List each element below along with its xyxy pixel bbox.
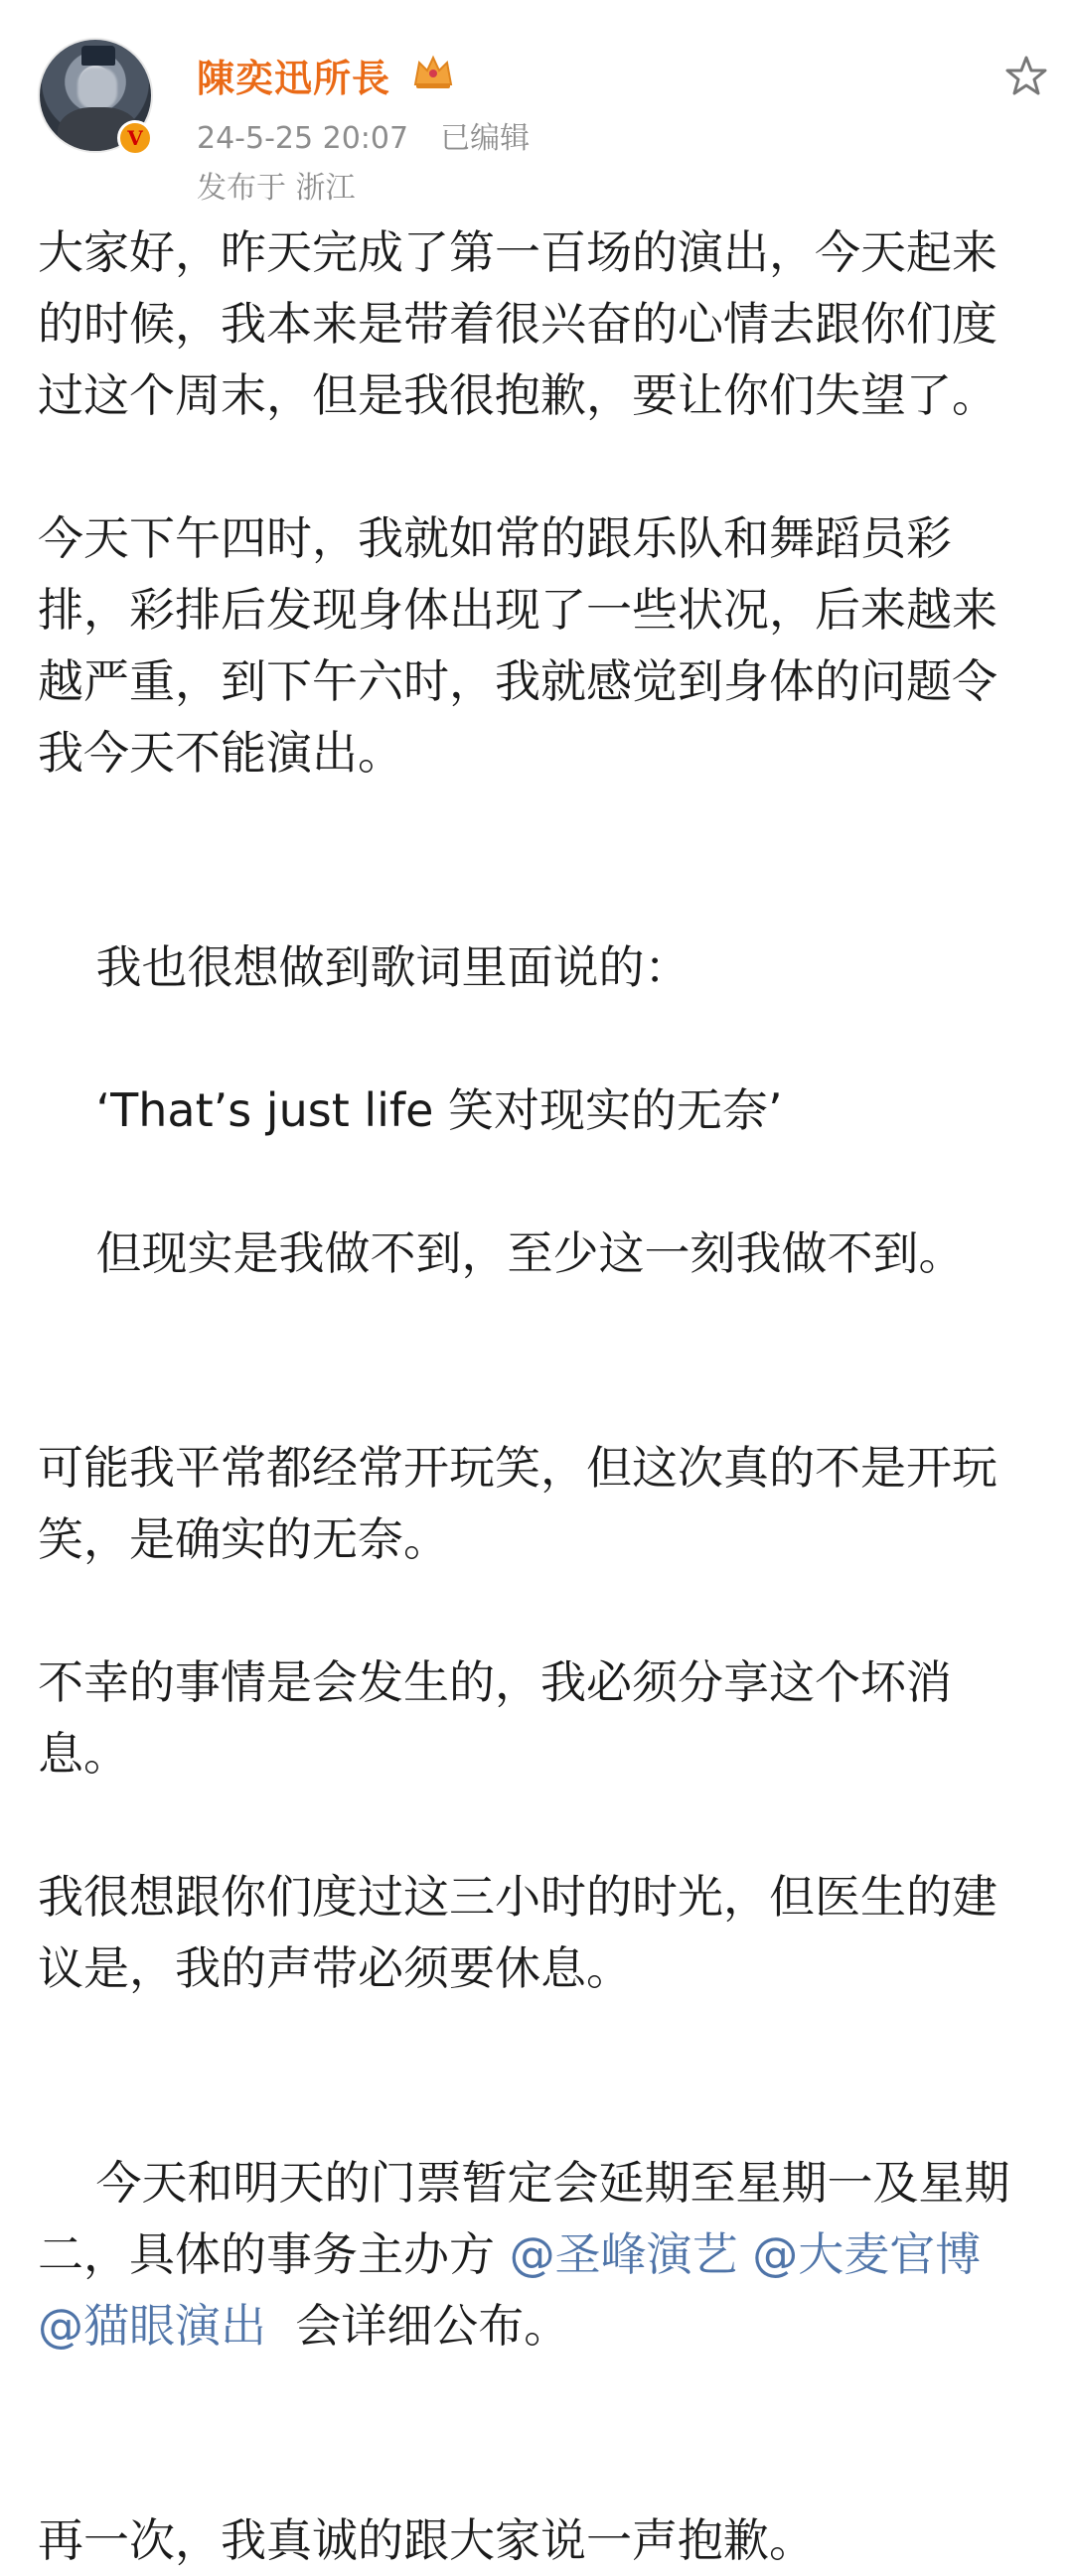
post-meta bbox=[197, 113, 530, 157]
location-prefix: 发布于 bbox=[197, 171, 286, 206]
post-location bbox=[197, 163, 356, 207]
post-date: 24-5-25 20:07 bbox=[197, 121, 409, 156]
paragraph-1: 大家好，昨天完成了第一百场的演出，今天起来的时候，我本来是带着很兴奋的心情去跟你们度过这个周末，但是我很抱歉，要让你们失望了。 bbox=[38, 225, 997, 422]
paragraph-5: 不幸的事情是会发生的，我必须分享这个坏消息。 bbox=[38, 1655, 952, 1781]
mention-maoyan[interactable]: @猫眼演出 bbox=[38, 2299, 266, 2353]
mention-space bbox=[738, 2227, 753, 2281]
location-value: 浙江 bbox=[295, 171, 356, 206]
avatar-face bbox=[77, 68, 117, 109]
paragraph-3-line-2: ‘That’s just life 笑对现实的无奈’ bbox=[95, 1083, 783, 1137]
paragraph-7-text: 今天和明天的门票暂定会延期至星期一及星期二，具体的事务主办方 bbox=[38, 2156, 1010, 2281]
author-name[interactable]: 陳奕迅所長 bbox=[197, 57, 391, 100]
edited-label: 已编辑 bbox=[440, 121, 531, 156]
paragraph-3-line-1: 我也很想做到歌词里面说的： bbox=[95, 940, 690, 994]
paragraph-4: 可能我平常都经常开玩笑，但这次真的不是开玩笑，是确实的无奈。 bbox=[38, 1441, 997, 1566]
star-icon[interactable] bbox=[1001, 52, 1051, 101]
verified-badge-icon: V bbox=[117, 120, 153, 156]
paragraph-7 bbox=[38, 2075, 1035, 2433]
avatar-hat bbox=[81, 46, 115, 66]
mention-shengfeng[interactable]: @圣峰演艺 bbox=[509, 2227, 738, 2281]
mention-damai[interactable]: @大麦官博 bbox=[752, 2227, 982, 2281]
paragraph-8: 再一次，我真诚的跟大家说一声抱歉。 bbox=[38, 2513, 815, 2567]
paragraph-2: 今天下午四时，我就如常的跟乐队和舞蹈员彩排，彩排后发现身体出现了一些状况，后来越来越严重，到下午六时，我就感觉到身体的问题令我今天不能演出。 bbox=[38, 511, 997, 780]
paragraph-3 bbox=[38, 860, 1035, 1360]
paragraph-7-end: 会详细公布。 bbox=[266, 2299, 570, 2353]
mention-space-2 bbox=[981, 2227, 996, 2281]
paragraph-3-line-3: 但现实是我做不到，至少这一刻我做不到。 bbox=[95, 1226, 965, 1280]
paragraph-6: 我很想跟你们度过这三小时的时光，但医生的建议是，我的声带必须要休息。 bbox=[38, 1870, 997, 1995]
post-header bbox=[0, 0, 1073, 218]
post-content bbox=[38, 216, 1035, 2576]
crown-icon bbox=[411, 54, 455, 91]
